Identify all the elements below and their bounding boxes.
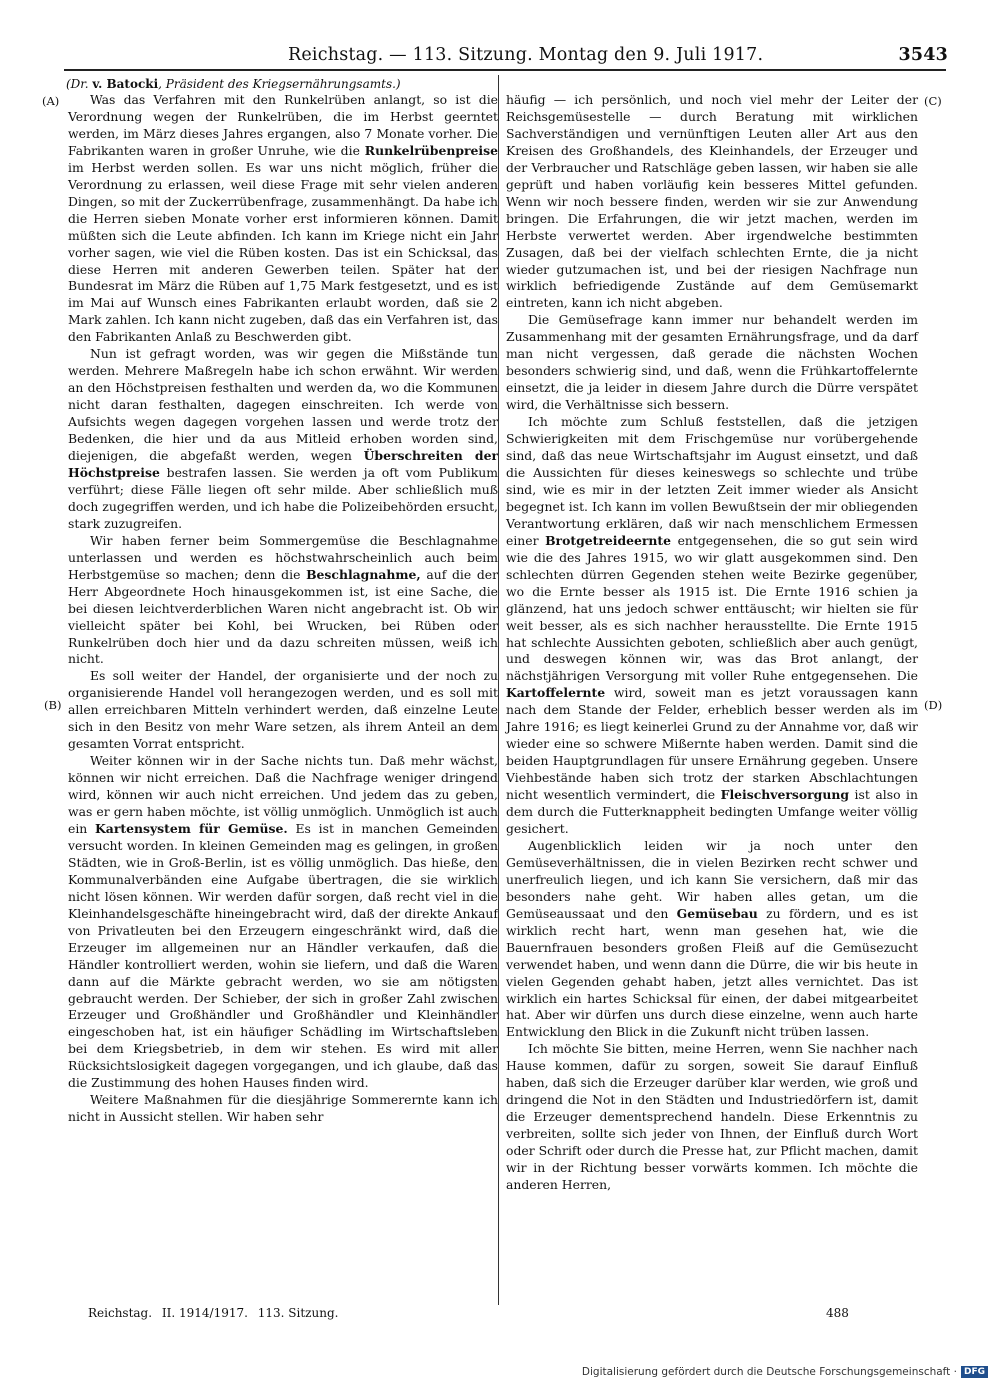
text-run: Die Gemüsefrage kann immer nur behandelt werden im Zusammenhang mit der gesamten Ernährungsfrage, und da darf man nicht vergessen, daß gerade die nächsten Wochen besonders schwierig sind, und daß, wenn die Frühkartoffelernte einsetzt, die ja leider in diesem Jahre durch die Dürre verspätet wird, die Verhältnisse sich bessern. — [506, 312, 918, 413]
emphasis: Fleischversorgung — [720, 787, 850, 803]
paragraph — [506, 312, 918, 414]
emphasis: Gemüsebau — [676, 905, 758, 921]
text-run: im Herbst werden sollen. Es war uns nicht möglich, früher die Verordnung zu erlassen, weil diese Frage mit sehr vielen anderen Dingen, so mit der Zuckerrübenfrage, zusammenhängt. Da habe ich die Herren sieben Monate vorher erst informieren können. Damit müßten sich die Leute abfinden. Ich kann im Kriege nicht ein Jahr vorher sagen, wie viel die Rüben kosten. Das ist ein Schicksal, das diese Herren mit anderen Gewerben teilen. Später hat der Bundesrat im März die Rüben auf 1,75 Mark festgesetzt, und es ist im Mai auf Wunsch eines Fabrikanten erlaubt worden, daß sie 2 Mark zahlen. Ich kann nicht zugeben, daß das ein Verfahren ist, das den Fabrikanten Anlaß zu Beschwerden gibt. — [68, 159, 498, 345]
page-number: 3543 — [898, 45, 948, 65]
text-run: wird, soweit man es jetzt voraussagen kann nach dem Stande der Felder, erheblich besser werden als im Jahre 1916; es liegt keinerlei Grund zu der Annahme vor, daß wir wieder eine so schwere Mißernte haben werden. Damit sind die beiden Hauptgrundlagen für unsere Ernährung gegeben. Unsere Viehbestände haben sich trotz der starken Abschlachtungen nicht wesentlich vermindert, die — [506, 685, 918, 803]
text-run: Weiter können wir in der Sache nichts tun. Daß mehr wächst, können wir nicht erreichen. Daß die Nachfrage weniger dringend wird, können wir auch nicht erreichen. Und jedem das zu geben, was er gern haben möchte, ist völlig unmöglich. Unmöglich ist auch ein — [68, 753, 498, 836]
text-run: Es soll weiter der Handel, der organisierte und der noch zu organisierende Handel voll herangezogen werden, und es soll mit allen erreichbaren Mitteln verhindert werden, daß einzelne Leute sich in den Besitz von mehr Ware setzen, als ihrem Anteil an dem gesamten Vorrat entspricht. — [68, 668, 498, 752]
emphasis: Beschlagnahme, — [306, 566, 421, 582]
text-run: Nun ist gefragt worden, was wir gegen die Mißstände tun werden. Mehrere Maßregeln habe ich schon erwähnt. Wir werden an den Höchstpreisen festhalten und werden da, wo die Kommunen nicht daran festhalten, dagegen einschreiten. Ich werde von Aufsichts wegen dagegen vorgehen lassen und werde trotz der Bedenken, die hier und da aus Mitleid erhoben worden sind, diejenigen, die abgefaßt werden, wegen — [68, 346, 498, 464]
header-rule — [64, 69, 946, 71]
margin-marker-a: (A) — [42, 94, 60, 108]
paragraph — [68, 533, 498, 669]
speaker-name: v. Batocki — [92, 77, 159, 91]
text-run: ist also in dem durch die Futterknappheit bedingten Umfange weiter völlig gesichert. — [506, 787, 918, 836]
paragraph — [68, 1092, 498, 1126]
footer-period: II. 1914/1917. — [161, 1306, 248, 1320]
margin-marker-b: (B) — [44, 698, 62, 712]
text-run: Ich möchte Sie bitten, meine Herren, wenn Sie nachher nach Hause kommen, dafür zu sorgen, soweit Sie darauf Einfluß haben, daß sich die Erzeuger darüber klar werden, wie groß und dringend die Not in den Städten und Industriedörfern ist, damit die Erzeuger dementsprechend handeln. Diese Erkenntnis zu verbreiten, sollte sich jeder von Ihnen, der Einfluß durch Wort oder Schrift oder durch die Presse hat, zur Pflicht machen, damit wir in der Richtung besser vorwärts kommen. Ich möchte die anderen Herren, — [506, 1041, 918, 1192]
emphasis: Kartoffelernte — [506, 685, 606, 701]
column-divider — [498, 75, 499, 1305]
emphasis: Überschreiten der Höchstpreise — [68, 448, 498, 480]
margin-marker-c: (C) — [924, 94, 942, 108]
digitization-credit — [582, 1366, 988, 1378]
text-run: Augenblicklich leiden wir ja noch unter den Gemüseverhältnissen, die in vielen Bezirken recht schwer und unerfreulich liegen, und ich kann Sie versichern, daß mir das besonders nahe geht. Wir haben alles getan, um die Gemüseaussaat und den — [506, 837, 918, 921]
text-run: Wir haben ferner beim Sommergemüse die Beschlagnahme unterlassen und werden es höchstwahrscheinlich auch beim Herbstgemüse so machen; denn die — [68, 532, 498, 582]
paragraph — [506, 1041, 918, 1194]
text-run: Was das Verfahren mit den Runkelrüben anlangt, so ist die Verordnung wegen der Runkelrüben, die im Herbst geerntet werden, im März dieses Jahres ergangen, also 7 Monate vorher. Die Fabrikanten waren in großer Unruhe, wie die — [68, 92, 498, 158]
paragraph — [506, 92, 918, 312]
speaker-open: (Dr. — [66, 77, 93, 91]
text-run: zu fördern, und es ist wirklich recht hart, wenn man gesehen hat, wie die Bauernfrauen besonders großen Fleiß auf die Gemüsezucht verwendet haben, und wenn dann die Dürre, die wir bis heute in vielen Gegenden gehabt haben, jetzt alles vernichtet. Das ist wirklich ein hartes Schicksal für einen, der dabei mitgearbeitet hat. Aber wir dürfen uns durch diese einzelne, wenn auch harte Entwicklung den Blick in die Zukunft nicht trüben lassen. — [506, 905, 918, 1040]
right-column — [506, 92, 918, 1194]
text-run: häufig — ich persönlich, und noch viel mehr der Leiter der Reichsgemüsestelle — durch Beratung mit wirklichen Sachverständigen und vernünftigen Leuten aller Art aus den Kreisen des Großhandels, des Kleinhandels, der Erzeuger und der Verbraucher und Ratschläge geben lassen, wir haben sie alle geprüft und haben vorläufig kein besseres Mittel gefunden. Wenn wir noch bessere finden, werden wir sie zur Anwendung bringen. Die Erfahrungen, die wir jetzt machen, werden im Herbste verwertet werden. Aber irgendwelche bestimmten Zusagen, daß bei der vielfach schlechten Ernte, die ja nicht wieder gutzumachen ist, und bei der riesigen Nachfrage nun wirklich befriedigende Zustände auf dem Gemüsemarkt eintreten, kann ich nicht abgeben. — [506, 92, 918, 311]
paragraph — [68, 346, 498, 532]
margin-marker-d: (D) — [924, 698, 943, 712]
emphasis: Brotgetreideernte — [545, 532, 672, 548]
running-title: Reichstag. — 113. Sitzung. Montag den 9. Juli 1917. — [288, 45, 764, 65]
paragraph — [506, 838, 918, 1041]
left-column — [68, 92, 498, 1126]
footer-signature — [88, 1306, 344, 1320]
text-run: Weitere Maßnahmen für die diesjährige Sommerernte kann ich nicht in Aussicht stellen. Wir haben sehr — [68, 1092, 498, 1125]
speaker-note — [66, 77, 486, 91]
emphasis: Kartensystem für Gemüse. — [95, 820, 288, 836]
text-run: bestrafen lassen. Sie werden ja oft vom Publikum verführt; diese Fälle liegen oft sehr milde. Aber schließlich muß doch zugegriffen werden, und ich habe die Polizeibehörden ersucht, stark zuzugreifen. — [68, 464, 498, 531]
speaker-role: , Präsident des Kriegsernährungsamts.) — [158, 77, 401, 91]
paragraph — [68, 92, 498, 346]
paragraph — [506, 414, 918, 838]
dfg-logo-icon: DFG — [961, 1366, 988, 1378]
footer-label: Reichstag. — [88, 1306, 153, 1320]
page-header — [70, 44, 948, 70]
text-run: Ich möchte zum Schluß feststellen, daß die jetzigen Schwierigkeiten mit dem Frischgemüse nur vorübergehende sind, daß das neue Wirtschaftsjahr im August einsetzt, und daß die Aussichten für dieses keineswegs so schlechte und trübe sind, wie es mir in der letzten Zeit immer wieder als Ansicht begegnet ist. Ich kann im vollen Bewußtsein der mir obliegenden Verantwortung erklären, daß wir nach menschlichem Ermessen einer — [506, 414, 918, 548]
credit-text: Digitalisierung gefördert durch die Deutsche Forschungsgemeinschaft · — [581, 1366, 957, 1378]
text-run: auf die der Herr Abgeordnete Hoch hinausgekommen ist, ist eine Sache, die bei diesen leichtverderblichen Waren nicht angebracht ist. Ob wir vielleicht später bei Kohl, bei Wrucken, bei Rüben oder Runkelrüben doch hier und da dazu schreiten müssen, weiß ich nicht. — [68, 566, 499, 667]
emphasis: Runkelrübenpreise — [364, 142, 498, 158]
text-run: entgegensehen, die so gut sein wird wie die des Jahres 1915, wo wir glatt ausgekommen sind. Den schlechten dürren Gegenden stehen weite Bezirke gegenüber, wo die Ernte besser als 1915 ist. Die Ernte 1916 schien ja glänzend, hat uns jedoch schwer enttäuscht; wir hielten sie für weit besser, als es sich nachher herausstellte. Die Ernte 1915 hat schlechte Aussichten geboten, schließlich aber auch genügt, und deswegen können wir, was das Brot anlangt, der nächstjährigen Versorgung mit voller Ruhe entgegensehen. Die — [506, 532, 918, 684]
paragraph — [68, 668, 498, 753]
text-run: Es ist in manchen Gemeinden versucht worden. In kleinen Gemeinden mag es gelingen, in großen Städten, wie in Groß-Berlin, ist es völlig unmöglich. Das hieße, den Kommunalverbänden eine Aufgabe übertragen, die sie wirklich nicht lösen können. Wir werden dafür sorgen, daß recht viel in die Kleinhandelsgeschäfte hineingebracht wird, daß der direkte Ankauf von Privatleuten bei den Erzeugern eingeschränkt wird, daß die Erzeuger im allgemeinen nur an Händler verkaufen, daß die Händler kontrolliert werden, wohin sie liefern, und daß die Waren dann auf die Märkte gebracht werden, wo sie am nötigsten gebraucht werden. Der Schieber, der sich in großer Zahl zwischen Erzeuger und Großhändler und Großhändler und Kleinhändler eingeschoben hat, ist ein häufiger Schädling im Wirtschaftsleben bei dem Kriegsbetrieb, in dem wir stehen. Es wird mit aller Rücksichtslosigkeit dagegen vorgegangen, und ich glaube, daß das die Zustimmung des hohen Hauses finden wird. — [68, 820, 498, 1091]
paragraph — [68, 753, 498, 1092]
footer-session: 113. Sitzung. — [257, 1306, 339, 1320]
footer-number: 488 — [826, 1306, 849, 1320]
